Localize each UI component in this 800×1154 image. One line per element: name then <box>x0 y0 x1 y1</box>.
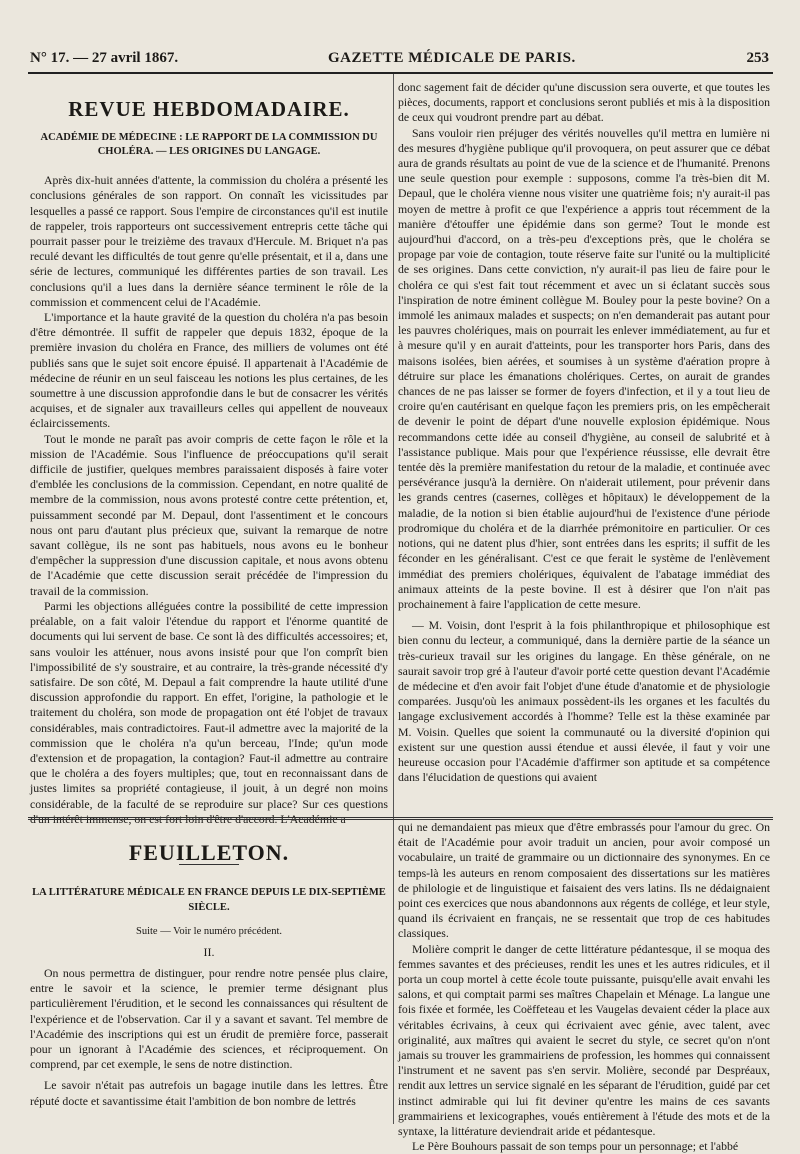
issue-date: N° 17. — 27 avril 1867. <box>30 50 179 66</box>
paragraph: qui ne demandaient pas mieux que d'être embrassés pour l'amour du grec. On était de l'Académie pour avoir traduit un ancien, pour avoir composé un vocabulaire, un traité de grammaire ou un dictionnaire des synonymes. En ce temps-là les auteurs en renom composaient des dissertations sur les matières de philologie et de linguistique et faisaient des vers latins. Ils ne dédaignaient point ces exercices que nous abandonnons aux régents de collége, et leur style, quand ils écrivaient en français, ne se ressentait que trop de ces habitudes classiques. <box>398 820 770 941</box>
paragraph: donc sagement fait de décider qu'une discussion sera ouverte, et que toutes les pièces, documents, rapport et conclusions seront publiés et mis à la disposition de ceux qui voudront prendre part au débat. <box>398 80 770 125</box>
feuilleton-column-right <box>398 820 770 1154</box>
paragraph: Après dix-huit années d'attente, la commission du choléra a présenté les conclusions générales de son rapport. On connaît les vicissitudes par lesquelles a passé ce rapport. Sous l'empire de circonstances qu'il est inutile de rappeler, trois rapporteurs ont successivement entrepris cette tâche qui pourrait passer pour le treizième des travaux d'Hercule. M. Briquet n'a pas reculé devant les difficultés de tout genre qu'elle présentait, et il a, dans une série de lectures, communiqué les différentes parties de son travail. Les conclusions qu'il a lues dans la dernière séance terminent le rôle de la commission et commencent celui de l'Académie. <box>30 173 388 309</box>
column-divider <box>393 74 394 1124</box>
page-header <box>28 46 773 74</box>
paragraph: Le Père Bouhours passait de son temps pour un personnage; et l'abbé <box>412 1139 739 1154</box>
feuilleton-title: FEUILLETON. <box>128 840 290 865</box>
revue-column-left <box>30 97 388 826</box>
feuilleton-subtitle: LA LITTÉRATURE MÉDICALE EN FRANCE DEPUIS LE DIX-SEPTIÈME SIÈCLE. <box>32 887 386 914</box>
section-number: II. <box>203 944 215 959</box>
paragraph: Sans vouloir rien préjuger des vérités nouvelles qu'il mettra en lumière ni des mesures d'hygiène publique qu'il provoquera, on peut assurer que ce débat aura de grands résultats au point de vue de la science et de l'humanité. Prenons une seule question pour exemple : supposons, comme l'a très-bien dit M. Depaul, que le choléra vienne nous visiter une quatrième fois; n'y aurait-il pas moyen de mettre à profit ce que l'expérience a appris tout récemment de la manière d'étouffer une épidémie dans son germe? Tout le monde est aujourd'hui d'accord, on a très-peu d'exceptions près, que le choléra se propage par voie de contagion, toute réserve faite sur l'unité ou la multiplicité de ses origines. Dans cette conviction, n'y aurait-il pas lieu de faire pour le choléra ce qui s'est fait tout récemment et avec un si éclatant succès sous l'inspiration de notre éminent collègue M. Bouley pour la peste bovine? On a immolé les animaux malades et suspects; on n'en demanderait pas autant pour les pauvres cholériques, mais on pourrait les enlever immédiatement, au fur et à mesure qu'il y en aurait d'atteints, pour les transporter hors Paris, dans des maisons isolées, bien aérées, et soumises à un système d'aération propre à détruire sur place les émanations cholériques. Certes, on aurait de grandes chances de ne pas laisser se former de foyers d'infection, et il y a tout lieu de croire qu'en cautérisant en quelque façon les premiers pris, on les empêcherait de devenir le point de départ d'une nouvelle explosion épidémique. Nous recommandons cette idée au conseil d'hygiène, au conseil de salubrité et à l'assistance publique. Mais pour que l'expérience réussisse, elle devrait être tentée dès la première manifestation du retour de la maladie, et continuée avec persévérance jusqu'à la dernière. On n'aiderait utilement, pour prévenir dans les grands centres (casernes, collèges et hôpitaux) le développement de la maladie, de la notion si bien établie aujourd'hui de l'existence d'une période prodromique du choléra et de la diarrhée prémonitoire en particulier. Or ces notions, qui ne datent plus d'hier, sont entrées dans les esprits; il suffit de les féconder en les généralisant. C'est ce que ferait le système de l'enlèvement immédiat des premiers cholériques, équivalent de l'abatage immédiat des animaux atteints de la peste bovine. Il est à désirer que l'on n'ait pas prochainement à faire l'application de cette mesure. <box>398 125 770 611</box>
paragraph: Molière comprit le danger de cette littérature pédantesque, il se moqua des femmes savantes et des précieuses, rendit les unes et les autres ridicules, et il porta un coup mortel à cette école toute puissante, puisqu'elle avait envahi les salons, et qui comptait parmi ses maîtres Chapelain et Ménage. La langue une fois fixée et formée, les Coëffeteau et les Vaugelas devaient céder la place aux véritables écrivains, à ceux qui écrivaient avec génie, avec talent, avec originalité, aux maîtres qui avaient le secret du style, ce secret qu'on n'ont jamais su trouver les grammairiens de profession, les hommes qui connaissent l'instrument et ne savent pas s'en servir. Molière, secondé par Despréaux, rendit aux lettres un service signalé en les séparant de l'érudition, guidé par cet instinct admirable qui lui fit deviner qu'entre les mains de ces savants grammairiens et lexicographes, voués entièrement à l'étude des mots et de la syntaxe, la littérature deviendrait aride et pédantesque. <box>398 941 770 1139</box>
page-number: 253 <box>746 50 769 66</box>
feuilleton-column-left <box>30 840 388 1125</box>
paragraph: Le savoir n'était pas autrefois un bagage inutile dans les lettres. Être réputé docte et savantissime était l'ambition de bon nombre de lettrés <box>30 1078 388 1108</box>
journal-title: GAZETTE MÉDICALE DE PARIS. <box>328 50 576 66</box>
paragraph: Tout le monde ne paraît pas avoir compris de cette façon le rôle et la mission de l'Académie. Sous l'influence de préoccupations qu'il serait difficile de justifier, quelques membres paraissaient disposés à faire voter d'emblée les conclusions de la commission. Cependant, en notre qualité de membre de la commission, nous avons protesté contre cette prétention, et, puissamment secondé par M. Depaul, dont l'assentiment et le concours nous ont paru d'autant plus précieux que, suivant la remarque de notre savant collègue, ils ne sont pas habituels, nous avons eu le bonheur d'empêcher la suppression d'une discussion capitale, et nous avons obtenu de l'Académie que cette discussion serait précédée de l'impression du travail de la commission. <box>30 431 388 598</box>
revue-column-right <box>398 80 770 815</box>
revue-title: REVUE HEBDOMADAIRE. <box>68 97 350 121</box>
feuilleton-suite-note: Suite — Voir le numéro précédent. <box>136 925 282 937</box>
paragraph: — M. Voisin, dont l'esprit à la fois philanthropique et philosophique est bien connu du lecteur, a communiqué, dans la dernière partie de la séance un très-curieux travail sur les origines du langage. En thèse générale, on ne saurait savoir trop gré à l'auteur d'avoir porté cette question devant l'Académie de médecine et d'en avoir fait l'objet d'une étude d'anatomie et de physiologie comparées. Jusqu'où les animaux possèdent-ils les organes et les facultés du langage exclusivement accordés à l'homme? Telle est la thèse examinée par M. Voisin. Quelles que soient la communauté ou la diversité d'opinion qui existent sur une question aussi étendue et aussi élevée, il faut y voir une heureuse occasion pour l'Académie d'affirmer son aptitude et sa compétence dans l'élucidation de questions qui avaient <box>398 618 770 785</box>
paragraph: Parmi les objections alléguées contre la possibilité de cette impression préalable, on a fait valoir l'étendue du rapport et l'énorme quantité de documents qui lui servent de base. Ce sont là des difficultés accessoires; et, sans vouloir les atténuer, nous avons insisté pour que l'on comprît bien l'impossibilité de s'y soustraire, et au contraire, la très-grande nécessité d'y satisfaire. De son côté, M. Depaul a fait comprendre la haute utilité d'une discussion approfondie du rapport. En effet, l'origine, la pathologie et le traitement du choléra, son mode de propagation ont été l'objet de travaux considérables, mais contradictoires. Faut-il admettre avec la majorité de la commission que le choléra n'a qu'un berceau, l'Inde; qu'un mode d'extension et de propagation, la contagion? Faut-il admettre au contraire que le choléra a des foyers multiples; que, tout en reconnaissant dans de justes limites sa propriété contagieuse, il jouit, à un degré non moins considérable, de la faculté de se reproduire sur place? Sur ces questions d'un intérêt immense, on est fort loin d'être d'accord. L'Académie a <box>30 598 388 826</box>
revue-subtitle: ACADÉMIE DE MÉDECINE : LE RAPPORT DE LA COMMISSION DU CHOLÉRA. — LES ORIGINES DU LANGAGE. <box>40 132 378 158</box>
paragraph: L'importance et la haute gravité de la question du choléra n'a pas besoin d'être démontrée. Il suffit de rappeler que depuis 1832, époque de la première invasion du choléra en France, des milliers de volumes ont été publiés sans que le sujet soit encore épuisé. Il appartenait à l'Académie de médecine de réunir en un seul faisceau les notions les plus certaines, de les soumettre à une discussion approfondie dans le but de consacrer les vérités acquises, et de signaler aux travailleurs celles qui appellent de nouveaux éclaircissements. <box>30 310 388 431</box>
paragraph: On nous permettra de distinguer, pour rendre notre pensée plus claire, entre le savoir et la science, le premier terme désignant plus particulièrement l'érudition, et le second les connaissances qui résultent de l'expérience et de l'observation. Car il y a savant et savant. Tel membre de l'Académie des inscriptions qui est un érudit de première force, passerait pour un ignorant à l'Académie des sciences, et réciproquement. On comprend, par cet exemple, le sens de notre distinction. <box>30 966 388 1072</box>
